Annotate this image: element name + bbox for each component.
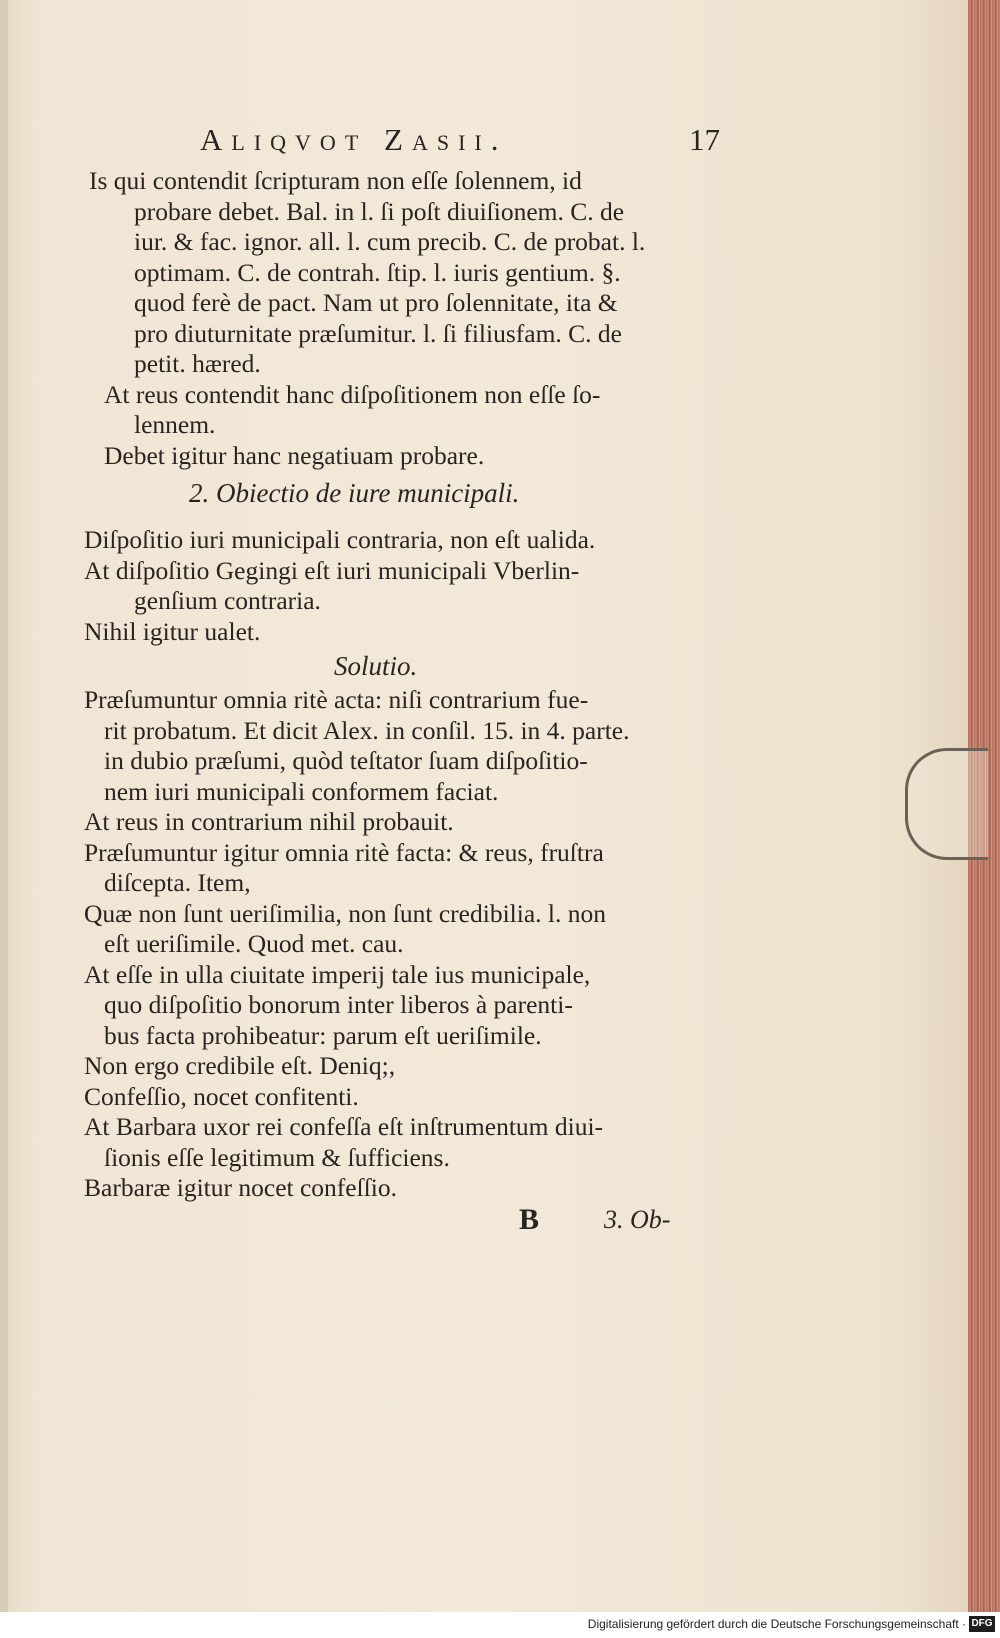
text-line: petit. hæred. — [134, 349, 261, 378]
page-footer — [84, 1203, 724, 1243]
text-line: At diſpoſitio Gegingi eſt iuri municipali Vberlin- — [84, 555, 580, 585]
signature-mark: B — [519, 1203, 540, 1236]
bookmark-tab — [905, 748, 988, 860]
page-text — [84, 166, 724, 1204]
text-line: Diſpoſitio iuri municipali contraria, non eſt ualida. — [84, 525, 596, 554]
page-number: 17 — [689, 122, 720, 157]
text-line: nem iuri municipali conformem faciat. — [104, 776, 499, 806]
catchword: 3. Ob- — [604, 1205, 671, 1234]
credit-bar — [0, 1612, 1000, 1638]
text-line: Is qui contendit ſcripturam non eſſe ſolennem, id — [89, 166, 582, 195]
text-line: Præſumuntur omnia ritè acta: niſi contrarium fue- — [84, 685, 589, 714]
text-line: At reus in contrarium nihil probauit. — [84, 807, 454, 836]
text-line: Barbaræ igitur nocet confeſſio. — [84, 1173, 397, 1202]
text-line: genſium contraria. — [134, 586, 321, 615]
text-line: bus facta prohibeatur: parum eſt ueriſimile. — [104, 1020, 542, 1050]
text-line: quo diſpoſitio bonorum inter liberos à parenti- — [104, 990, 573, 1019]
text-line: quod ferè de pact. Nam ut pro ſolennitate, ita & — [134, 288, 618, 317]
text-line: eſt ueriſimile. Quod met. cau. — [104, 929, 404, 958]
page-gutter — [0, 0, 8, 1612]
text-line: Quæ non ſunt ueriſimilia, non ſunt credibilia. l. non — [84, 898, 606, 928]
text-line: probare debet. Bal. in l. ſi poſt diuiſionem. C. de — [134, 196, 625, 226]
text-line: Nihil igitur ualet. — [84, 616, 261, 646]
running-header — [200, 122, 720, 158]
solutio-heading: Solutio. — [334, 651, 418, 681]
text-line: lennem. — [134, 410, 216, 439]
text-line: At reus contendit hanc diſpoſitionem non eſſe ſo- — [104, 379, 601, 409]
text-line: Præſumuntur igitur omnia ritè facta: & reus, fruſtra — [84, 837, 604, 867]
running-title: Aliqvot Zasii. — [200, 122, 508, 157]
text-line: At eſſe in ulla ciuitate imperij tale ius municipale, — [84, 959, 591, 989]
text-line: optimam. C. de contrah. ſtip. l. iuris gentium. §. — [134, 257, 621, 287]
dfg-logo-icon: DFG — [969, 1616, 995, 1632]
section-heading: 2. Obiectio de iure municipali. — [189, 478, 520, 508]
text-line: ſionis eſſe legitimum & ſufficiens. — [104, 1142, 450, 1172]
text-line: pro diuturnitate præſumitur. l. ſi filiusfam. C. de — [134, 318, 622, 348]
text-line: At Barbara uxor rei confeſſa eſt inſtrumentum diui- — [84, 1112, 604, 1141]
text-line: rit probatum. Et dicit Alex. in conſil. 15. in 4. parte. — [104, 715, 630, 745]
credit-text: Digitalisierung gefördert durch die Deutsche Forschungsgemeinschaft · — [587, 1617, 966, 1631]
text-line: Confeſſio, nocet confitenti. — [84, 1081, 359, 1111]
text-line: Debet igitur hanc negatiuam probare. — [104, 440, 485, 470]
text-line: Non ergo credibile eſt. Deniq;, — [84, 1051, 396, 1080]
text-line: in dubio præſumi, quòd teſtator ſuam diſpoſitio- — [104, 746, 588, 775]
text-line: iur. & fac. ignor. all. l. cum precib. C. de probat. l. — [134, 227, 646, 256]
text-line: diſcepta. Item, — [104, 868, 251, 897]
